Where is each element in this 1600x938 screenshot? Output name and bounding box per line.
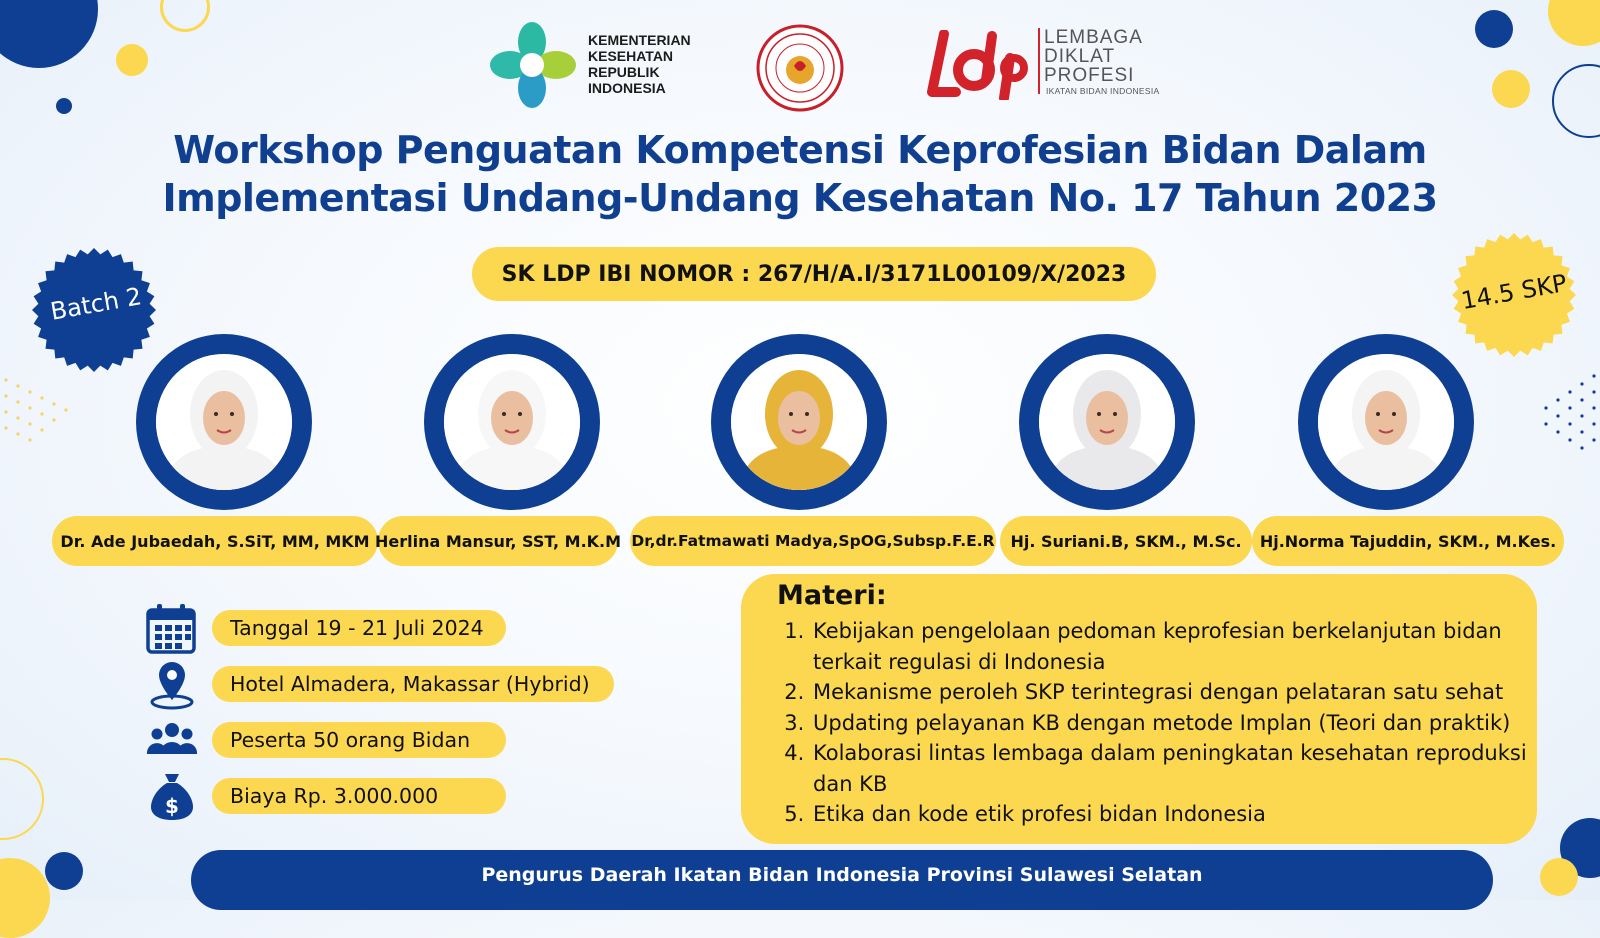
cost-text: Biaya Rp. 3.000.000 [230, 784, 439, 808]
materi-item: 4. Kolaborasi lintas lembaga dalam peningkatan kesehatan reproduksi dan KB [811, 738, 1531, 799]
decor-circle [1475, 10, 1513, 48]
calendar-icon [146, 602, 198, 654]
speaker-name-text: Hj.Norma Tajuddin, SKM., M.Kes. [1259, 531, 1557, 551]
speaker-portrait-icon [1318, 354, 1454, 490]
speaker-photo-frame [1298, 334, 1474, 510]
decor-circle [1540, 858, 1578, 896]
materi-item: 2. Mekanisme peroleh SKP terintegrasi dengan pelataran satu sehat [811, 677, 1531, 708]
kemenkes-icon [488, 20, 578, 110]
title-line-1: Workshop Penguatan Kompetensi Keprofesian Bidan Dalam [173, 128, 1427, 172]
speaker-photo-frame [711, 334, 887, 510]
decor-circle [0, 0, 98, 68]
footer-text: Pengurus Daerah Ikatan Bidan Indonesia Provinsi Sulawesi Selatan [481, 864, 1203, 886]
kemenkes-logo [488, 20, 691, 110]
decor-circle [56, 98, 72, 114]
materi-list [771, 616, 1531, 830]
participants-text: Peserta 50 orang Bidan [230, 728, 471, 752]
speaker-name [52, 516, 378, 566]
people-icon [146, 714, 198, 766]
speaker-portrait-icon [444, 354, 580, 490]
speaker-name [1000, 516, 1252, 566]
speaker-photo-frame [136, 334, 312, 510]
cost-pill [212, 778, 506, 814]
speaker-name-text: Hj. Suriani.B, SKM., M.Sc. [1010, 531, 1242, 551]
ldp-line: PROFESI [1044, 65, 1135, 86]
ldp-icon [926, 30, 1028, 100]
speaker-portrait-icon [156, 354, 292, 490]
date-text: Tanggal 19 - 21 Juli 2024 [230, 616, 484, 640]
location-pin-icon [146, 658, 198, 710]
decor-circle [160, 0, 210, 32]
speaker-name-text: Herlina Mansur, SST, M.K.M [374, 531, 622, 551]
materi-item: 5. Etika dan kode etik profesi bidan Indonesia [811, 799, 1531, 830]
ldp-line: LEMBAGA [1044, 27, 1143, 48]
date-pill [212, 610, 506, 646]
decor-circle [1548, 0, 1600, 46]
participants-pill [212, 722, 506, 758]
location-pill [212, 666, 614, 702]
batch-label: Batch 2 [48, 282, 144, 326]
svg-text:$: $ [165, 794, 179, 818]
decor-circle [0, 758, 44, 840]
materi-item: 1. Kebijakan pengelolaan pedoman keprofesian berkelanjutan bidan terkait regulasi di Indonesia [811, 616, 1531, 677]
speaker-photo-frame [1019, 334, 1195, 510]
location-text: Hotel Almadera, Makassar (Hybrid) [230, 672, 590, 696]
decor-circle [0, 858, 50, 938]
ibi-seal-icon [756, 24, 844, 112]
speaker-name [630, 516, 996, 566]
ldp-line: DIKLAT [1044, 46, 1116, 67]
speaker-name [374, 516, 622, 566]
kemenkes-line: KEMENTERIAN [588, 32, 691, 48]
speaker-portrait-icon [731, 354, 867, 490]
kemenkes-line: REPUBLIK [588, 64, 660, 80]
sk-number: SK LDP IBI NOMOR : 267/H/A.I/3171L00109/X/2023 [501, 261, 1127, 287]
speaker-portrait-icon [1039, 354, 1175, 490]
speaker-name [1252, 516, 1564, 566]
materi-item: 3. Updating pelayanan KB dengan metode Implan (Teori dan praktik) [811, 708, 1531, 739]
decor-circle [116, 44, 148, 76]
kemenkes-line: KESEHATAN [588, 48, 674, 64]
ldp-logo [926, 26, 1176, 106]
materi-heading: Materi: [777, 580, 887, 611]
decor-circle [1492, 70, 1530, 108]
decor-circle [45, 852, 83, 890]
speaker-name-text: Dr,dr.Fatmawati Madya,SpOG,Subsp.F.E.R [631, 532, 995, 550]
decor-dots [0, 370, 80, 460]
materi-box [741, 574, 1537, 844]
speaker-name-text: Dr. Ade Jubaedah, S.SiT, MM, MKM [60, 531, 370, 551]
money-bag-icon [146, 770, 198, 822]
page-title [0, 126, 1600, 222]
kemenkes-line: INDONESIA [588, 80, 666, 96]
title-line-2: Implementasi Undang-Undang Kesehatan No. 17 Tahun 2023 [162, 176, 1438, 220]
decor-dots [1534, 370, 1600, 466]
speaker-photo-frame [424, 334, 600, 510]
ldp-subtitle: IKATAN BIDAN INDONESIA [1046, 86, 1160, 96]
footer-banner [191, 850, 1493, 910]
skp-label: 14.5 SKP [1459, 268, 1569, 316]
sk-number-pill [472, 247, 1156, 301]
